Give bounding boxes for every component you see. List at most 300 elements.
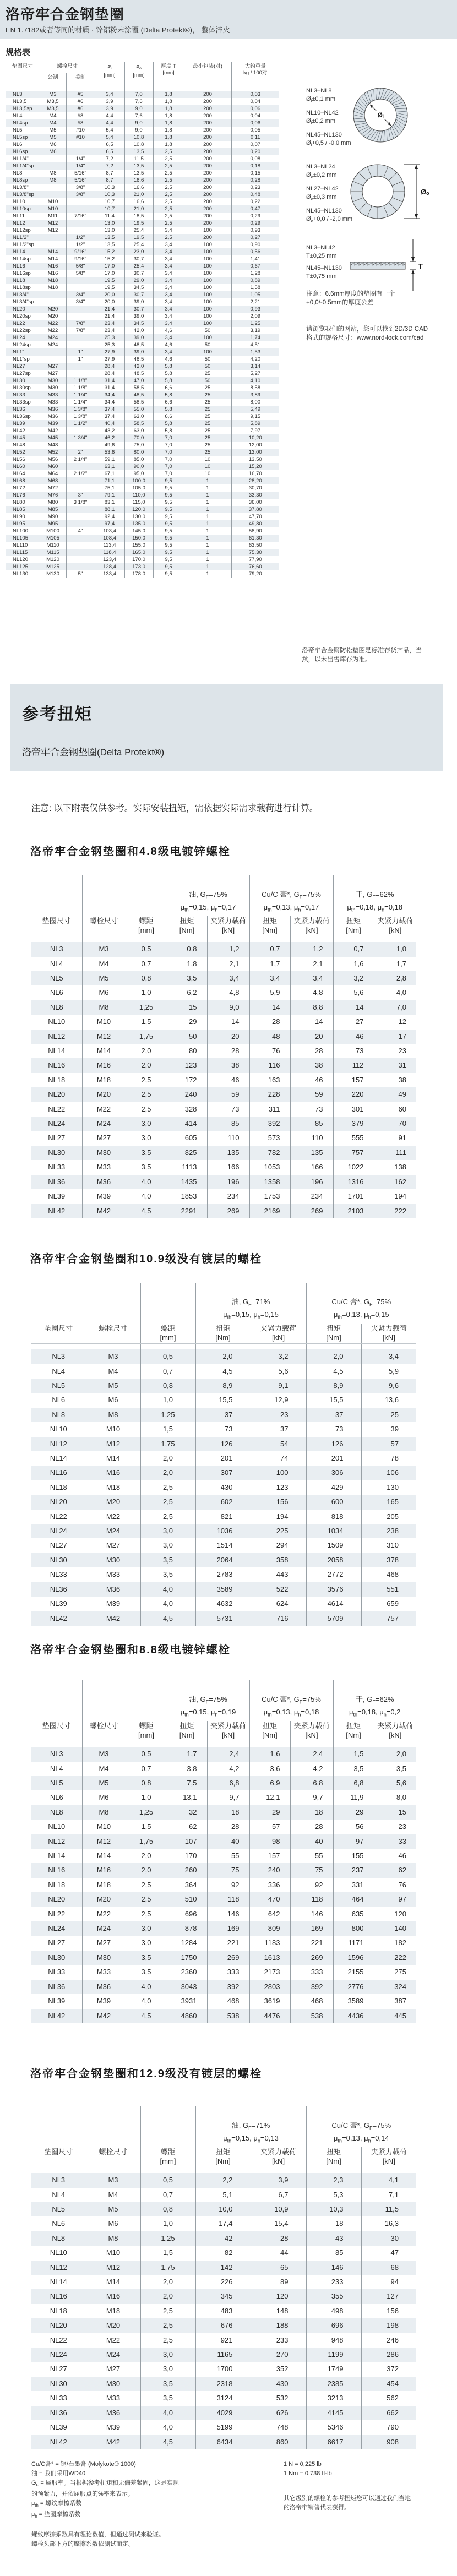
spec-cell: 4,51	[231, 341, 279, 348]
spec-cell: 42,0	[124, 363, 153, 370]
torque-cell: 2,2	[195, 2173, 251, 2187]
torque-cell: NL14	[48, 1851, 66, 1860]
spec-cell	[66, 484, 95, 492]
text-line: $Ø_o+0,0 / -2,0$ mm	[306, 216, 353, 224]
spec-cell: 100	[184, 248, 231, 255]
torque-cell: 5,6	[251, 1364, 306, 1379]
torque-cell: 0,7	[333, 942, 374, 956]
torque-header-cell: 垫圈尺寸	[31, 916, 82, 936]
torque-cell: NL36	[50, 1584, 67, 1593]
torque-row	[31, 1117, 416, 1131]
spec-row	[6, 255, 279, 263]
torque-cell: 8,9	[306, 1379, 361, 1393]
torque-cell: 1022	[333, 1160, 374, 1174]
spec-row	[6, 492, 279, 499]
torque-cell: 157	[333, 1073, 374, 1087]
torque-cell: 49	[374, 1087, 416, 1102]
spec-cell: 100	[184, 334, 231, 341]
torque-cell: 538	[290, 2009, 333, 2023]
torque-cell: M24	[86, 1524, 140, 1538]
torque-cell: 642	[249, 1907, 290, 1921]
torque-condition-group: Cu/C 膏*, $G_F=75\%$ $\mu_{th}=0,13$, $\mu_h=0,15$	[306, 1283, 416, 1324]
torque-cell: 468	[207, 1994, 249, 2008]
torque-cell: M3	[86, 1349, 140, 1364]
spec-row	[6, 306, 279, 313]
spec-cell: NL1/2"	[13, 235, 29, 241]
torque-cell: 4145	[306, 2406, 361, 2420]
torque-cell: 602	[195, 1495, 251, 1509]
spec-cell: 2,09	[231, 313, 279, 320]
torque-header-cell: 螺距 [mm]	[126, 916, 167, 936]
spec-cell: 108,4	[95, 535, 124, 542]
torque-cell: 0,8	[140, 2202, 195, 2216]
torque-row	[31, 1805, 416, 1820]
torque-cell: 15	[374, 1805, 416, 1820]
torque-cell: 62	[374, 1863, 416, 1877]
spec-cell: 63,50	[231, 542, 279, 549]
spec-cell: 0,93	[231, 306, 279, 313]
spec-cell: 7/16"	[66, 213, 95, 220]
torque-cell: 11,9	[333, 1790, 374, 1805]
torque-cell: 2360	[167, 1965, 207, 1979]
torque-cell: 3,0	[126, 1936, 167, 1950]
torque-row	[31, 1364, 416, 1379]
torque-cell: 140	[374, 1921, 416, 1936]
spec-cell: 12,00	[231, 442, 279, 449]
spec-cell: M27	[40, 363, 66, 370]
spec-cell: 23,0	[124, 248, 153, 255]
torque-cell: NL3	[52, 1352, 66, 1361]
spec-cell: NL11	[13, 213, 25, 219]
torque-cell: 92	[207, 1878, 249, 1892]
spec-row	[6, 427, 279, 434]
torque-cell: 40	[290, 1834, 333, 1849]
torque-cell: 201	[306, 1451, 361, 1466]
torque-header-cell: 扭矩 [Nm]	[195, 1324, 251, 1344]
torque-cell: 76	[249, 1044, 290, 1058]
spec-cell: 1 3/8"	[66, 406, 95, 413]
spec-cell: 3/8"	[66, 184, 95, 191]
torque-cell: NL4	[50, 959, 63, 968]
spec-cell	[66, 506, 95, 513]
torque-cell: 2,0	[140, 1451, 195, 1466]
torque-cell: 2783	[195, 1567, 251, 1582]
spec-cell	[66, 442, 95, 449]
torque-cell: M14	[86, 2275, 140, 2289]
spec-cell: 1	[184, 570, 231, 578]
torque-row	[31, 2231, 416, 2246]
torque-cell: 18	[207, 1805, 249, 1820]
spec-cell: 25	[184, 434, 231, 442]
torque-cell: 169	[207, 1921, 249, 1936]
spec-cell: 173,0	[124, 563, 153, 570]
spec-cell: 13,5	[124, 170, 153, 177]
torque-cell: M5	[86, 1379, 140, 1393]
spec-cell: 150,0	[124, 535, 153, 542]
spec-cell: 15,2	[95, 255, 124, 263]
spec-cell: NL3/4"	[13, 292, 29, 298]
torque-condition-group: 油, $G_F=71\%$ $\mu_{th}=0,15$, $\mu_h=0,15$	[195, 1283, 306, 1324]
torque-cell: 522	[251, 1582, 306, 1597]
torque-row	[31, 2304, 416, 2318]
spec-cell: 1 3/8"	[66, 413, 95, 420]
spec-cell: M14	[40, 248, 66, 255]
torque-cell: M14	[82, 1849, 126, 1863]
torque-cell: 3,0	[140, 1524, 195, 1538]
torque-condition-group: 油, $G_F=75\%$ $\mu_{th}=0,15$, $\mu_h=0,17$	[167, 875, 249, 916]
spec-cell: 0,22	[231, 198, 279, 205]
spec-header-cell: 最小包装(对)	[184, 62, 231, 91]
spacer-row	[31, 1741, 416, 1747]
torque-cell: 6434	[195, 2435, 251, 2449]
spec-row	[6, 112, 279, 119]
torque-cell: 4,0	[140, 1582, 195, 1597]
spec-cell: NL16sp	[13, 270, 31, 276]
spec-cell: 16,70	[231, 470, 279, 477]
spec-cell: NL125	[13, 564, 28, 570]
spec-cell: 200	[184, 155, 231, 162]
torque-cell: M16	[86, 2289, 140, 2303]
torque-cell: 4,0	[140, 2420, 195, 2435]
torque-cell: 1514	[195, 1538, 251, 1553]
spec-cell	[66, 535, 95, 542]
text-line: $Ø_o\pm 0,3$ mm	[306, 194, 337, 202]
torque-cell: M4	[86, 2188, 140, 2202]
torque-cell: 364	[167, 1878, 207, 1892]
torque-cell: 6,8	[333, 1776, 374, 1790]
spec-row	[6, 570, 279, 578]
spec-cell: 10	[184, 463, 231, 470]
torque-cell: 3589	[195, 1582, 251, 1597]
spec-row	[6, 413, 279, 420]
spec-cell: 3/4"	[66, 298, 95, 306]
spec-cell: NL18	[13, 277, 25, 284]
torque-cell: M3	[82, 942, 126, 956]
spec-cell: 19,5	[95, 277, 124, 284]
spec-cell: 1 1/2"	[66, 420, 95, 427]
torque-cell: 18	[306, 2216, 361, 2231]
torque-cell: 15	[167, 1000, 207, 1015]
torque-cell: NL39	[50, 2423, 67, 2432]
torque-cell: 0,5	[140, 2173, 195, 2187]
torque-cell: M4	[82, 957, 126, 971]
spec-cell: 1,8	[153, 134, 184, 141]
spec-cell: 28,4	[95, 370, 124, 377]
torque-row	[31, 2406, 416, 2420]
torque-header-cell: 螺栓尺寸	[86, 2147, 140, 2167]
spec-cell: 7,0	[153, 463, 184, 470]
spec-cell: NL3/8"sp	[13, 192, 34, 198]
torque-cell: 5731	[195, 1611, 251, 1626]
spec-row	[6, 370, 279, 377]
spec-cell: 58,90	[231, 527, 279, 535]
spec-row	[6, 177, 279, 184]
torque-header-cell	[140, 2106, 195, 2147]
spec-cell: 7,0	[153, 456, 184, 463]
torque-cell: 3,0	[126, 1921, 167, 1936]
torque-cell: 28	[207, 1044, 249, 1058]
spec-cell: 4,20	[231, 356, 279, 363]
spec-cell: 83,1	[95, 499, 124, 506]
spec-cell: 25	[184, 370, 231, 377]
spec-cell: 1 1/8"	[66, 384, 95, 391]
spec-cell: 3,9	[95, 98, 124, 105]
torque-header-cell: 扭矩 [Nm]	[249, 916, 290, 936]
torque-cell: M42	[86, 2435, 140, 2449]
spec-cell: 113,4	[95, 542, 124, 549]
torque-cell: 392	[249, 1117, 290, 1131]
torque-cell: 62	[167, 1820, 207, 1834]
torque-cell: 1,7	[374, 957, 416, 971]
torque-cell: 20	[290, 1030, 333, 1044]
spec-cell: 21,0	[124, 205, 153, 213]
torque-cell: M18	[82, 1073, 126, 1087]
spec-cell: #6	[66, 98, 95, 105]
torque-cell: 23	[251, 1408, 306, 1422]
torque-cell: 1,0	[140, 1393, 195, 1407]
spec-cell: M72	[40, 484, 66, 492]
spec-cell: 3,4	[153, 255, 184, 263]
torque-cell: 3,5	[333, 1762, 374, 1776]
spec-row	[6, 363, 279, 370]
spec-cell: 4"	[66, 527, 95, 535]
torque-cell: 4,5	[140, 1611, 195, 1626]
spec-cell: 25,4	[124, 241, 153, 248]
spec-cell: 3,4	[153, 270, 184, 277]
text-line: $Ø_i+0,5 / -0,0$ mm	[306, 140, 351, 148]
torque-cell: 6,9	[249, 1776, 290, 1790]
torque-cell: 5199	[195, 2420, 251, 2435]
spec-cell: 0,89	[231, 277, 279, 284]
spec-cell: 5,8	[153, 377, 184, 384]
torque-cell: M12	[86, 2261, 140, 2275]
torque-cell: 269	[207, 1951, 249, 1965]
torque-cell: 3,8	[167, 1762, 207, 1776]
torque-header-cell	[86, 1283, 140, 1324]
spec-row	[6, 198, 279, 205]
torque-cell: 2064	[195, 1553, 251, 1567]
torque-cell: 3,0	[126, 1117, 167, 1131]
spec-row	[6, 320, 279, 327]
torque-cell: 275	[374, 1965, 416, 1979]
torque-cell: NL14	[48, 1047, 66, 1055]
torque-row	[31, 1451, 416, 1466]
spec-cell: 0,04	[231, 112, 279, 119]
torque-cell: 659	[361, 1597, 416, 1611]
torque-row	[31, 1379, 416, 1393]
spec-cell: M16	[40, 270, 66, 277]
spec-cell: NL8sp	[13, 177, 28, 183]
spec-table-heading: 规格表	[6, 48, 31, 57]
torque-cell: M8	[86, 1408, 140, 1422]
spec-cell: 1,28	[231, 270, 279, 277]
spec-cell: 5,8	[153, 370, 184, 377]
spec-cell: 9,5	[153, 549, 184, 556]
torque-cell: 75	[207, 1863, 249, 1877]
torque-cell: 3,5	[126, 1951, 167, 1965]
torque-cell: NL5	[50, 974, 63, 982]
torque-cell: 73	[195, 1422, 251, 1436]
spec-cell: 61,30	[231, 535, 279, 542]
torque-row	[31, 1892, 416, 1907]
torque-cell: 2,0	[126, 1863, 167, 1877]
spec-cell: 8,7	[95, 177, 124, 184]
spec-cell: 4,6	[153, 356, 184, 363]
spec-cell: M76	[40, 492, 66, 499]
torque-row	[31, 1907, 416, 1921]
torque-header-cell: 夹紧力载荷 [kN]	[207, 1721, 249, 1741]
spec-row	[6, 148, 279, 155]
torque-cell: 221	[290, 1936, 333, 1950]
spec-row	[6, 205, 279, 213]
torque-cell: NL3	[52, 2176, 66, 2185]
spec-cell: NL68	[13, 478, 25, 484]
torque-header-cell: 夹紧力载荷 [kN]	[374, 1721, 416, 1741]
text-line: T±0,75 mm	[306, 273, 337, 280]
spec-cell: 5,8	[153, 427, 184, 434]
torque-cell: NL36	[48, 1982, 66, 1991]
torque-cell: 3,5	[126, 1965, 167, 1979]
torque-cell: NL12	[48, 1837, 66, 1845]
spec-cell: M90	[40, 513, 66, 520]
spec-cell: 100	[184, 291, 231, 298]
torque-cell: 162	[374, 1175, 416, 1189]
spec-cell: NL56	[13, 456, 25, 462]
spec-cell: NL22sp	[13, 328, 31, 334]
spec-cell: M45	[40, 434, 66, 442]
torque-cell: M20	[86, 2318, 140, 2333]
torque-cell: NL12	[48, 1032, 66, 1041]
spec-cell: 34,4	[95, 399, 124, 406]
torque-row	[31, 1437, 416, 1451]
torque-cell: 2155	[333, 1965, 374, 1979]
spec-cell: 42,0	[124, 327, 153, 334]
spec-cell: 13,5	[95, 234, 124, 241]
text-line: $\mu_h$ = 垫圈摩擦系数	[31, 2511, 81, 2519]
spec-cell: 3,4	[153, 227, 184, 234]
torque-cell: 352	[251, 2362, 306, 2376]
spec-cell: 19,5	[124, 234, 153, 241]
spec-cell: 155,0	[124, 542, 153, 549]
spec-cell	[66, 227, 95, 234]
torque-cell: NL18	[50, 2306, 67, 2315]
torque-cell: 28	[290, 1820, 333, 1834]
footnotes-other-grades	[284, 2494, 449, 2513]
torque-cell: 757	[333, 1146, 374, 1160]
torque-header-cell: 螺栓尺寸	[82, 1721, 126, 1741]
spec-cell: 30,7	[124, 291, 153, 298]
torque-cell: 4,8	[207, 985, 249, 1000]
spec-cell: 23,4	[95, 320, 124, 327]
spec-row	[6, 170, 279, 177]
spec-cell	[40, 234, 66, 241]
torque-cell: 233	[306, 2275, 361, 2289]
torque-cell: NL27	[48, 1938, 66, 1947]
spec-cell	[40, 298, 66, 306]
spec-cell: 2,5	[153, 213, 184, 220]
spec-cell: 8,00	[231, 399, 279, 406]
torque-cell: M22	[86, 1510, 140, 1524]
spec-cell: NL90	[13, 514, 25, 520]
spec-cell: 115,0	[124, 499, 153, 506]
spec-cell: M105	[40, 535, 66, 542]
torque-cell: 1,8	[167, 957, 207, 971]
torque-cell: 538	[207, 2009, 249, 2023]
spec-row	[6, 213, 279, 220]
spec-cell: M30	[40, 384, 66, 391]
torque-cell: 809	[249, 1921, 290, 1936]
torque-cell: 306	[306, 1466, 361, 1480]
torque-cell: 3,5	[374, 1762, 416, 1776]
torque-cell: NL27	[50, 1541, 67, 1550]
torque-cell: M22	[86, 2333, 140, 2348]
spec-cell: M36	[40, 413, 66, 420]
torque-cell: M27	[86, 1538, 140, 1553]
torque-cell: 5,9	[361, 1364, 416, 1379]
torque-cell: 23	[374, 1820, 416, 1834]
torque-cell: 4,0	[126, 1189, 167, 1203]
spec-cell: 2,5	[153, 191, 184, 198]
spec-cell: M42	[40, 427, 66, 434]
torque-cell: 8,8	[290, 1000, 333, 1015]
torque-cell: 4,5	[126, 2009, 167, 2023]
spec-cell: 1	[184, 477, 231, 484]
spec-cell: 2,5	[153, 234, 184, 241]
torque-cell: NL33	[50, 1570, 67, 1579]
torque-cell: 3,5	[126, 1146, 167, 1160]
spec-cell: 9,5	[153, 499, 184, 506]
torque-cell: 345	[195, 2289, 251, 2303]
spec-cell: 3,14	[231, 363, 279, 370]
torque-cell: 4,2	[290, 1762, 333, 1776]
footnotes-definitions	[31, 2460, 279, 2521]
torque-cell: 14	[207, 1015, 249, 1029]
torque-cell: 1199	[306, 2348, 361, 2362]
torque-cell: 146	[290, 1907, 333, 1921]
torque-cell: NL22	[50, 1512, 67, 1521]
torque-cell: 233	[251, 2333, 306, 2348]
torque-cell: 240	[167, 1087, 207, 1102]
torque-cell: 234	[290, 1189, 333, 1203]
torque-cell: M16	[82, 1058, 126, 1072]
torque-cell: 331	[333, 1878, 374, 1892]
spec-cell: M18	[40, 277, 66, 284]
torque-cell: 17,4	[195, 2216, 251, 2231]
spec-cell	[66, 542, 95, 549]
spec-cell: 70,0	[124, 434, 153, 442]
spec-cell	[66, 334, 95, 341]
spec-row	[6, 477, 279, 484]
torque-cell: 73	[306, 1422, 361, 1436]
torque-cell: 73	[207, 1102, 249, 1117]
torque-cell: 59	[290, 1087, 333, 1102]
torque-cell: NL12	[50, 2263, 67, 2272]
text-line: NL3–NL42	[306, 244, 335, 251]
spec-row	[6, 98, 279, 105]
torque-cell: M39	[82, 1189, 126, 1203]
torque-cell: 156	[251, 1495, 306, 1509]
spec-cell: 31,4	[95, 377, 124, 384]
spec-cell: NL18sp	[13, 285, 31, 291]
torque-row	[31, 2202, 416, 2216]
spec-cell: 13,00	[231, 449, 279, 456]
spec-cell: 50	[184, 327, 231, 334]
torque-cell: 6,8	[207, 1776, 249, 1790]
torque-cell: 116	[249, 1058, 290, 1072]
spec-cell: 7,2	[95, 162, 124, 170]
spec-cell: 58,5	[124, 420, 153, 427]
torque-cell: 196	[207, 1175, 249, 1189]
